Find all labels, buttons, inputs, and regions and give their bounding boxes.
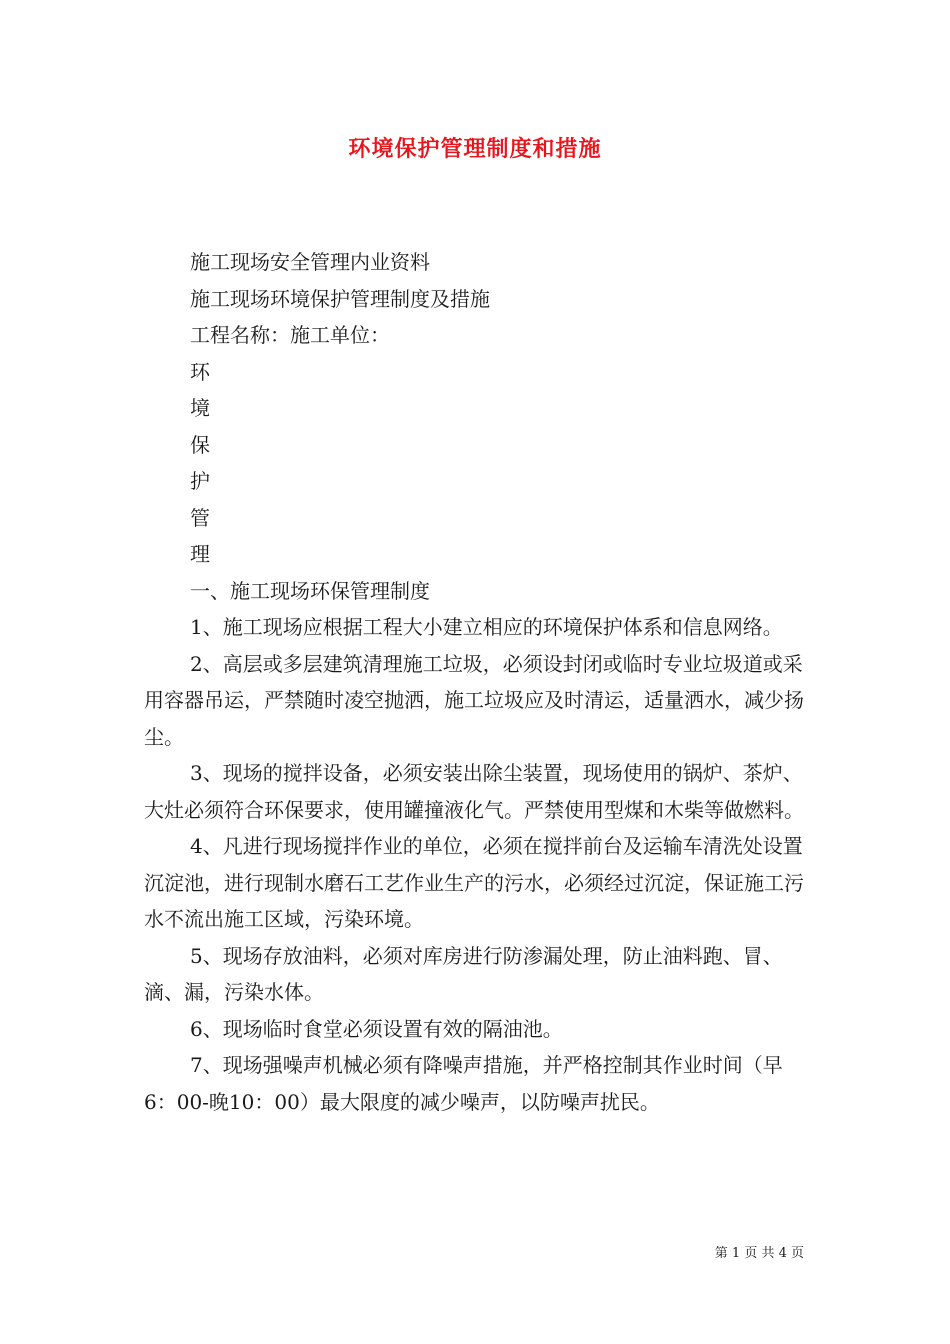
text-line: 理 <box>190 542 210 566</box>
paragraph: 5、现场存放油料，必须对库房进行防渗漏处理，防止油料跑、冒、滴、漏，污染水体。 <box>144 943 783 1004</box>
text-line: 施工现场安全管理内业资料 <box>190 250 430 274</box>
section-heading: 一、施工现场环保管理制度 <box>190 578 430 603</box>
text-line: 护 <box>190 469 210 493</box>
paragraph: 7、现场强噪声机械必须有降噪声措施，并严格控制其作业时间（早6：00-晚10：00）最大限度的减少噪声，以防噪声扰民。 <box>144 1053 783 1114</box>
text-line: 环 <box>190 359 210 384</box>
paragraph: 6、现场临时食堂必须设置有效的隔油池。 <box>190 1016 563 1041</box>
paragraph: 2、高层或多层建筑清理施工垃圾，必须设封闭或临时专业垃圾道或采用容器吊运，严禁随时凌空抛洒，施工垃圾应及时清运，适量洒水，减少扬尘。 <box>144 651 804 749</box>
text-line: 施工现场环境保护管理制度及措施 <box>190 286 490 311</box>
paragraph: 3、现场的搅拌设备，必须安装出除尘装置，现场使用的锅炉、茶炉、大灶必须符合环保要求，使用罐撞液化气。严禁使用型煤和木柴等做燃料。 <box>144 761 804 822</box>
document-body <box>144 244 808 1120</box>
text-line: 工程名称：施工单位： <box>190 323 390 347</box>
paragraph: 1、施工现场应根据工程大小建立相应的环境保护体系和信息网络。 <box>190 615 783 639</box>
text-line: 管 <box>190 505 210 530</box>
page-number: 第 1 页 共 4 页 <box>714 1246 804 1261</box>
text-line: 境 <box>190 396 210 420</box>
text-line: 保 <box>190 432 210 457</box>
page-title: 环境保护管理制度和措施 <box>348 136 602 162</box>
paragraph: 4、凡进行现场搅拌作业的单位，必须在搅拌前台及运输车清洗处设置沉淀池，进行现制水磨石工艺作业生产的污水，必须经过沉淀，保证施工污水不流出施工区域，污染环境。 <box>144 834 804 931</box>
